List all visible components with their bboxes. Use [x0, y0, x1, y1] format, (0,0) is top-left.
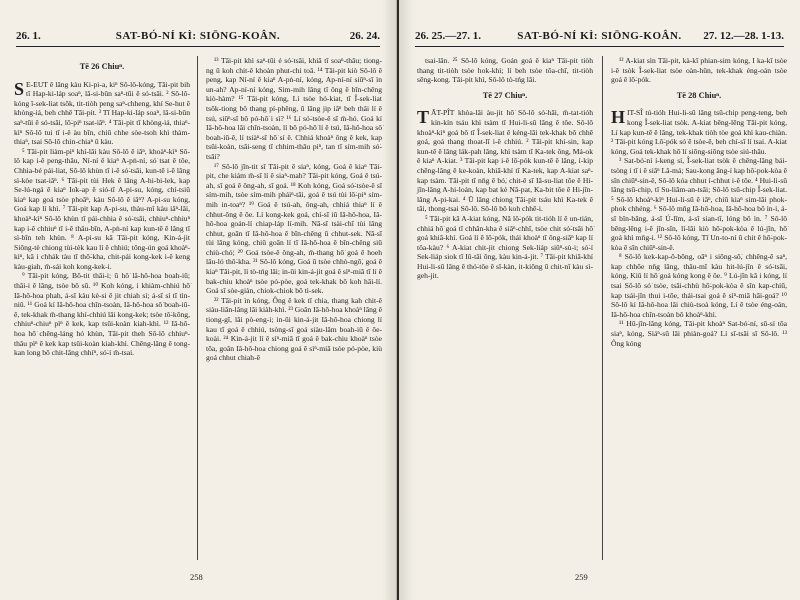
text-column-left: [417, 56, 593, 281]
chapter-heading: Tē 26 Chiuⁿ.: [79, 62, 125, 71]
header-book-title: SAT-BÓ-NÍ KÌ: SIŌNG-KOÂN.: [115, 30, 281, 42]
paragraph: ²² Tāi-pit ìn kóng, Ông ê kek tī chia, thang kah chit-ê siàu-liân-lâng lâi kiàh-khì. ²³ Goân Iâ-hô-hoa khoàⁿ lâng ê tiong-gī, lâi pò-eng-i; in-ūi kin-á-jit Iâ-hô-hoa chiong lí kau tī goá ê chhiú, tsòng-sī goá siàu-lâm boah-iū ê ōe-koài. ²⁴ Kin-á-jit lí ê sìⁿ-miā tī goá ê bak-chiu khoàⁿ tsòe tōa, goân Iâ-hô-hoa chiong goá ê sìⁿ-miā tsòe pó-pòe, kiù goá chhut chiah-ē: [206, 295, 382, 363]
header-verse-start: 26. 1.: [16, 30, 41, 42]
paragraph: ⁵ Tāi-pit kā A-kiat kóng, Nā lô͘-pók tit-tióh lí ê un-tián, chhiá hō͘ goá tī chhân-kha ê siâⁿ-chhī, tsòe chit só͘-tsāi hō͘ goá khiā-khí. Goá lí ê lô͘-pók, thái khoàⁿ tī ông-siâⁿ kap lí tôa-kàu? ⁶ A-kiat chit-jit chiong Sek-liáp siûⁿ-sù-i; só͘-í Sek-liáp siok tī Iû-tāi ông, kàu kin-á-jit. ⁷ Tāi-pit khiā-khí Hui-li-sū lâng ê thó͘-tôe ê sî-kàn, it-kiōng ū chit-nî kàu sì-geh-jit.: [417, 213, 593, 281]
text-column-right: [206, 56, 382, 363]
paragraph: HIT-SÎ tú-tióh Hui-li-sū lâng tsū-chip peng-teng, beh kong Î-sek-liat tsòk. A-kiat bēng-lēng Tāi-pit kóng, Lí kap kun-tē ê lâng, tek-khak tiòh tòe goá khì kau-chiàn. ² Tāi-pit kóng Lō͘-pók só͘ ē tsòe-ê, beh chí-sī lí tsai. A-kiat kóng, Goá tek-khak hō͘ lí siōng-siōng tsòe siú-thâu.: [611, 107, 787, 156]
paragraph: ¹¹ Hū-jîn-lâng kóng, Tāi-pit khoàⁿ Sat-bó͘-ní, sū-sí tōa siaⁿ, kóng, Siáⁿ-sū lâi phiàn-goá? Lí sī-tsāi sī Sô-lô. ¹³ Ông kóng: [611, 319, 787, 348]
right-page: [399, 0, 800, 600]
header-verse-end: 26. 24.: [349, 30, 380, 42]
page-number: 258: [190, 572, 203, 582]
chapter-heading: Tē 28 Chiuⁿ.: [676, 90, 722, 100]
running-header: [16, 30, 380, 47]
running-header: [415, 30, 784, 47]
paragraph: ⁹ Tāi-pit kóng, Bô-tit thâi-i; ū hô͘ lâ-hô-hoa boah-iū; thâi-i ê lâng, tsòe bô sū. ¹⁰ Koh kóng, i khiàm-chhiú hō͘ Iâ-hô-hoa phah, á-sī kàu kè-si ê jit chiah sí; á-sī sí tī tìn-niū. ¹¹ Goá kí Iâ-hô-hoa chīn-tsoàn, Iâ-hô-hoa sô͘ boah-iū-ê, tek-khak m̄-thang khí-chhiú lâi kong-kek; tsòe tô͘-kōng, chhiuⁿ-chiuⁿ pìⁿ ê kek, kap tsûi-koàn kiah-khì. ¹² Iâ-hô-hoa hō͘ chēng-láng hó khùn, Tāi-pit theh Sô-lô chhiuⁿ-thâu pìⁿ ê kek kap tsûi-koàn kiah-khì. Chēng-lâng ē tong-kan long bô chit-lâng chhíⁿ, só͘-í m̄-tsai.: [14, 271, 190, 358]
paragraph: ⁸ Sô-lô kek-kap-ô-bōng, oāⁿ i siōng-sō͘, chhēng-ê saⁿ, kap chhōe nn̄g lâng, thâu-mî kàu hit-lú-jîn ê só͘-tsāi, kóng, Kiû lí hō͘ goá kóng kong ê ōe. ⁹ Lú-jîn kā i kóng, lí tsai Sô-lô só͘ tsòe, tsāi-chhù hō͘-pok-kòa ê sîn kap-chiū, kap tsái-jîn thui i-tōe, thái-tsai goá ê sìⁿ-miā hāi-goá? ¹⁰ Sô-lô kí Iâ-hô-hoa lâi chiù-tsoà kóng, Lí ē tsòe éng-oán, Iâ-hô-hoa chīn-tsoàn bô khoàⁿ-khì.: [611, 252, 787, 319]
paragraph: ⁵ Tāi-pit liàm-piⁿ khí-lâi kàu Sô-lô ê iâⁿ, khoàⁿ-kìⁿ Sô-lô kap i-ê peng-thâu, Ní-ní ê kiaⁿ A-pṅ-ní, só͘ tsat ê tôe, Chhia-bé pái-liat, Sô-lô khùn tī i-ê só͘-tsāi, kun-tē i-ê lâng sì-kòe tsat-iâⁿ. ⁶ Tāi-pit tùi Hek ê lâng A-hi-bi-lek, kap Se-lú-ngá ê kiaⁿ Io̍k-ap ê sió-tī A-pi-su, kóng, chí-tsiū kiaⁿ kap goá tsòe phoāⁿ, kàu Sô-lô ê iâⁿ? A-pi-su kóng, Goá kap lí khì. ⁷ Tāi-pit kap A-pi-su, thàu-mî kàu iâⁿ-lâi, khoàⁿ-kìⁿ Sô-lô khùn tī pái-chhia ê só͘-tsāi, chhiuⁿ-chhiuⁿ kap i-ê chhiuⁿ tī i-ê thâu-bīn, A-pṅ-ní kap kun-tē ê lâng tī sì-bîn teh khùn. ⁸ A-pi-su kā Tāi-pit kóng, Kin-á-jit Siōng-tè chiong tùi-tèk kau lí ê chhiú; tông-ún goá khoàⁿ-kìⁿ, kā i chhák tàu tī thô͘-kha, chit-pái kong-kek i-ê keng kàu-giah, m̄-sái koh kong-kek-i.: [14, 146, 190, 271]
paragraph: ¹² A-kiat sìn Tāi-pit, kà-kī phian-sim kóng, I ka-kī tsòe i-ê tsòk Î-sek-liat tsòe oàn-hûn, tek-khak éng-oán tsòe goá ê lô͘-pók.: [611, 56, 787, 85]
header-book-title: SAT-BÓ-NÍ KÌ: SIŌNG-KOÂN.: [517, 30, 682, 42]
column-divider: [197, 56, 198, 560]
paragraph: TĀT-PÎT khòa-lâi àu-jit hō͘ Sô-lô só͘-hāi, m̄-tat-tióh kín-kín tsáu khì tsàm tī Hui-li-sū lâng ê tôe. Sô-lô khoàⁿ-kìⁿ goá bô tī Î-sek-liat ê kéng-lāi tek-khak bô chhē goá, goá thang thoat-lī i-ê chhiú. ² Tāi-pit khí-sin, kap kun-tē ê lâng lák-pah lâng, khì tsàm tī Ka-tek ông, Má-ok ê kiaⁿ A-kiat. ³ Tāi-pit kap i-ê lō͘-pók kun-tē ê lâng, í-kip chēng-lâng ê ke-koàn, khiā-khí tī Ka-tek, kap A-kiat saⁿ-kap tsàm. Tāi-pit tī nn̄g ê bó͘, chit-ê sī Iâ-su-liat tôe ê Hi-jîn-lâng A-hi-loán, kap bat kè Nā-pat, Ka-bit tôe ê Hi-jîn-lâng A-pi-kai. ⁴ Ū lâng chiong Tāi-pit tsáu khì Ka-tek ê tāi, thong-tsai Sô-lô. Sô-lô bô koh chhē-i.: [417, 107, 593, 214]
text-column-left: [14, 56, 190, 358]
chapter-heading: Tē 27 Chiuⁿ.: [482, 90, 528, 100]
text-column-right: [611, 56, 787, 348]
paragraph: tsai-lân. ²⁵ Sô-lô kóng, Goán goá ê kiaⁿ Tāi-pit tiòh thang tit-tiòh tsòe hok-khì; lí beh tsòe tōa-chī, tit-tiòh sēng-kong. Tāi-pit khì, Sô-lô tò-tńg lâi.: [417, 56, 593, 85]
paragraph: SE-EUT ê lâng kàu Ki-pi-a, kiⁿ Sô-lô-kóng, Tāi-pit bih tī Hap-ki-láp soaⁿ, lâ-si-bûn saⁿ-tūi ê só-tsāi. ² Sô-lô-kóng î-sek-liat tsôk, tit-tiòh peng saⁿ-chheng, khí Se-hut ê khòng-iá, beh chhē Tāi-pit. ³ Tī Hap-ki-láp soaⁿ, lâ-si-bûn saⁿ-tūi ê só-tsāi, lō͘-piⁿ tsat-iâⁿ. ⁴ Tāi-pit tī khòng-iá, thiaⁿ-kìⁿ Sô-lô tui tī i-ê àu bīn, chiū chhe sòe-tsoh khì thàm-thiaⁿ, tsai Sô-lô chin-chiaⁿ ū kàu.: [14, 78, 190, 147]
paragraph: ¹³ Tāi-pit khì saⁿ-tūi é só͘-tsāi, khiā tī soaⁿ-thâu; tiong-ng ū koh chit-ê khoàn phut-chi toā. ¹⁴ Tāi-pit kiò Sô-lô ê peng, kap Ní-ní ê kiaⁿ A-pṅ-ní, kóng, Ap-ní-ní siūⁿ-sī ìn un-ah? Ap-ní-ní kóng, Sim-mih lâng tī ông ê bīn-chêng kiò-hàm? ¹⁵ Tāi-pit kóng, Lí tsòe hó-kiat, tī Î-sek-liat tsôk-tiong bô thang pí-phêng, ū lâng jip iâⁿ beh thâi lí ê tsú, siūⁿ-sī bô pó-hō͘ i sì? ¹⁶ Lí só͘-tsòe-ê sī m̄-hó. Goá kí Iâ-hô-hoa lâi chīn-tsoàn, lí bô pó-hō͘ lí ê tsú, Iâ-hô-hoa sô͘ boah-iū-ê, lí tsiàⁿ-sī hō͘ sí ê. Chhiá khoàⁿ ông ê kek, kap tsûi-koàn, tsāi-seng tī chhim-thâu piⁿ, tan tī sím-mih só͘-tsāi?: [206, 56, 382, 161]
paragraph: ¹⁷ Sô-lô jīn-tit sī Tāi-pit ê siaⁿ, kóng, Goá ê kiaⁿ Tāi-pit, che kiám m̄-sī lí ê siaⁿ-mah? Tāi-pit kóng, Goá ê tsú-ah, sī goá ê ông-ah, sī goá. ¹⁸ Koh kóng, Goá só͘-tsòe-ê sī sím-mih, tsòe sím-mih pháiⁿ-tāi, goá ê tsú tùi lō͘-piⁿ sím-mih in-toaⁿ? ¹⁹ Goá ê tsú-ah, ông-ah, chhiá thiaⁿ lí ê chhut-ông ê ōe. Lí kong-kek goá, chí-sī iū Iâ-hô-hoa, Iâ-hô-hoa goán-lí chiap-láp lí-mih. Nā-sī tsài-chī tùi lâng chhut, goān tī Iâ-hô-hoa ê bīn-chêng ū chhut-sek. Nā-sī tùi lâng kóng, chiū goān lí tī Iâ-hô-hoa ê bīn-chêng siū chiù-chó͘; ²⁰ Goá tsòe-ê ông-ah, m̄-thang hō͘ goá ê hoeh lâu-ló thô͘-kha. ²¹ Sô-lô kóng, Goá ū tsòe chhò-ngō͘, goá ê kiaⁿ Tāi-pit, lí tò-tńg lâi; in-ūi kin-á-jit goá ê sìⁿ-miā tī lí ê bak-chiu khoàⁿ tsòe pó-pòe, goá tek-khak bô koh hāi-lí. Goá sī sòe-giàn, chiok-chiok bô tì-sek.: [206, 161, 382, 296]
header-verse-end: 27. 12.—28. 1-13.: [703, 30, 784, 42]
paragraph: ³ Sat-bó͘-ní í-keng sí, Î-sek-liat tsòk ê chēng-lâng bái-tsòng i tī i ê siâⁿ Lâ-má; Sau-kong āng-í kap hō͘-pok-kòa ê sīn chiūⁿ-sin-ê, Sô-lô kóa chhut í-chhut i-ê tōe. ⁴ Hui-li-sū lâng tsū-chip, tī Su-liām-an-tsāi; Sô-lô tsū-chip Î-sek-liat. ⁵ Sô-lô khoàⁿ-kìⁿ Hui-li-sū ê iâⁿ, chiū kiaⁿ sim-lāi phok-phok chhéng. ⁶ Sô-lô mn̄g Iâ-hô-hoa, Iâ-hô-hoa bô ìn-i, á-sī bîn-bāng, á-sī Ú-lîm, á-sī sian-tī, lóng bô ìn. ⁷ Sô-lô bēng-lēng i-ê jîn-sîn, lí-lâi kiò hō͘-pok-kòa ê lú-jîn, hō͘ goá khì mn̄g-i. ¹² Sô-lô kóng, Tī Un-to-ní ū chit ê hō͘-pok-kòa ê sīn chiūⁿ-sin-ê.: [611, 156, 787, 252]
header-verse-start: 26. 25.—27. 1.: [415, 30, 481, 42]
column-divider: [602, 56, 603, 560]
page-number: 259: [575, 572, 588, 582]
left-page: [0, 0, 397, 600]
